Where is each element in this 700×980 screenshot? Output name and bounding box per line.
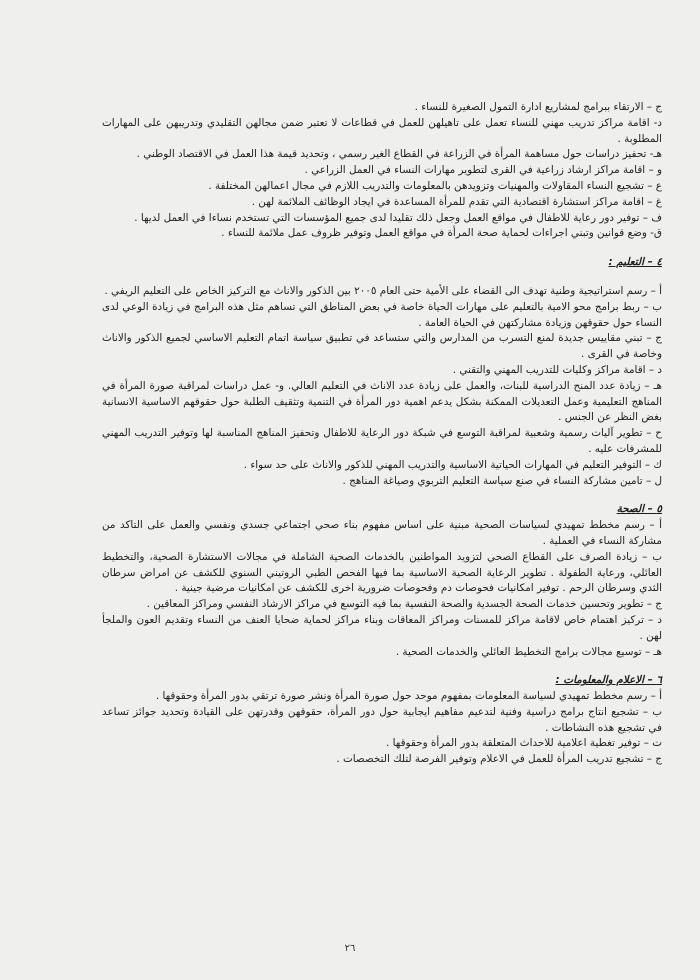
media-item: أ – رسم مخطط تمهيدي لسياسة المعلومات بمفهوم موحد حول صورة المرأة ونشر صورة ترتقي بدور المرأة وحقوقها . xyxy=(155,690,662,703)
document-body xyxy=(102,100,662,768)
media-item: ج – تشجيع تدريب المرأة للعمل في الاعلام وتوفير الفرصة لتلك التخصصات . xyxy=(336,753,662,766)
section-heading-media: ٦ – الاعلام والمعلومات : xyxy=(555,674,662,687)
education-item: أ – رسم استراتيجية وطنية تهدف الى القضاء على الأمية حتى العام ٢٠٠٥ بين الذكور والاناث مع التركيز الخاص على التعليم الريفي . xyxy=(104,284,662,297)
paragraph-d: د- اقامة مراكز تدريب مهني للنساء تعمل على تاهيلهن للعمل في قطاعات لا تعتبر ضمن مجالهن التقليدي وتدريبهن على المهارات المطلوبة . xyxy=(102,116,662,145)
media-item: ب – تشجيع انتاج برامج دراسية وفنية لتدعيم مفاهيم ايجابية حول دور المرأة، حقوقهن وقدرتهن على القيادة وتحديد جوائز تساعد في تشجيع هذه النشاطات . xyxy=(102,705,662,734)
education-item: هـ – زيادة عدد المنح الدراسية للبنات، والعمل على زيادة عدد الاناث في التعليم العالي. و- عمل دراسات لمراقبة صورة المرأة في المناهج التعليمية وعمل التعديلات الممكنة بشكل يدعم اهمية دور المرأة في التنمية وتثقيف الطلبة حول حقوقهم الاساسية الانسانية بغض النظر عن الجنس . xyxy=(102,379,662,424)
education-item: ج – تبني مقاييس جديدة لمنع التسرب من المدارس والتي ستساعد في تطبيق سياسة اتمام التعليم الاساسي لجميع الذكور والاناث وخاصة في القرى . xyxy=(102,332,662,361)
health-item: د – تركيز اهتمام خاص لاقامة مراكز للمسنات ومراكز المعاقات وبناء مراكز لحماية ضحايا العنف من النساء وتقديم العون والملجأ لهن . xyxy=(102,613,662,642)
education-item: د – اقامة مراكز وكليات للتدريب المهني والتقني . xyxy=(452,363,662,376)
paragraph-h: هـ- تحفيز دراسات حول مساهمة المرأة في الزراعة في القطاع الغير رسمي ، وتحديد قيمة هذا العمل في الاقتصاد الوطني . xyxy=(136,148,662,161)
paragraph-ain: ع – تشجيع النساء المقاولات والمهنيات وتزويدهن بالمعلومات والتدريب اللازم في مجال اعمالهن المختلفة . xyxy=(208,179,662,192)
media-item: ت – توفير تغطية اعلامية للاحداث المتعلقة بدور المرأة وحقوقها . xyxy=(386,737,662,750)
paragraph-w: و – اقامة مراكز ارشاد زراعية في القرى لتطوير مهارات النساء في العمل الزراعي . xyxy=(304,164,662,177)
page-number: ٢٦ xyxy=(344,943,356,954)
section-heading-education: ٤ – التعليم : xyxy=(608,256,662,269)
education-item: ح – تطوير آليات رسمية وشعبية لمراقبة التوسع في شبكة دور الرعاية للاطفال وتحفيز المناهج المناسبة لها وتوفير التدريب المهني للمشرفات عليه . xyxy=(102,427,662,455)
section-heading-health: ٥ – الصحة xyxy=(616,503,662,516)
education-item: ب – ربط برامج محو الامية بالتعليم على مهارات الحياة خاصة في بعض المناطق التي تساهم مثل هذه البرامج في زيادة الوعي لدى النساء حول حقوقهن وزيادة مشاركتهن في الحياة العامة . xyxy=(102,300,662,329)
paragraph-ghain: غ – اقامة مراكز استشارة اقتصادية التي تقدم للمرأة المساعدة في ايجاد الوظائف الملائمة لهن . xyxy=(251,195,662,208)
health-item: ب – زيادة الصرف على القطاع الصحي لتزويد المواطنين بالخدمات الصحية الشاملة في مجالات الاستشارة الصحية، والتخطيط العائلي، ورعاية الطفولة . تطوير الرعاية الصحية الاساسية بما فيها الفحص الطبي الروتيني السنوي للكشف عن امراض سرطان الثدي وسرطان الرحم . توفير امكانيات فحوصات دم وفحوصات ضرورية اخرى للكشف عن امكانيات مرضية جينية . xyxy=(102,550,662,595)
paragraph-qaf: ق- وضع قوانين وتبني اجراءات لحماية صحة المرأة في مواقع العمل وتوفير ظروف عمل ملائمة للنساء . xyxy=(221,227,662,240)
paragraph-j: ج – الارتقاء ببرامج لمشاريع ادارة التمول الصغيرة للنساء . xyxy=(414,101,662,113)
health-item: ج – تطوير وتحسين خدمات الصحة الجسدية والصحة النفسية بما فيه التوسع في مراكز الارشاد النفسي ومراكز المعاقين . xyxy=(146,598,662,611)
health-item: هـ – توسيع مجالات برامج التخطيط العائلي والخدمات الصحية . xyxy=(395,645,662,658)
education-item: ك – التوفير التعليم في المهارات الحياتية الاساسية والتدريب المهني للذكور والاناث على حد سواء . xyxy=(243,458,662,471)
health-item: أ – رسم مخطط تمهيدي لسياسات الصحية مبنية على اساس مفهوم بناء صحي اجتماعي جسدي ونفسي والعمل على التاكد من مشاركة النساء في العملية . xyxy=(102,519,662,547)
education-item: ل – تامين مشاركة النساء في صنع سياسة التعليم التربوي وصياغة المناهج . xyxy=(342,474,662,487)
paragraph-fa: ف – توفير دور رعاية للاطفال في مواقع العمل وجعل ذلك تقليدا لدى جميع المؤسسات التي تستخدم نساءا في العمل لديها . xyxy=(134,211,662,224)
